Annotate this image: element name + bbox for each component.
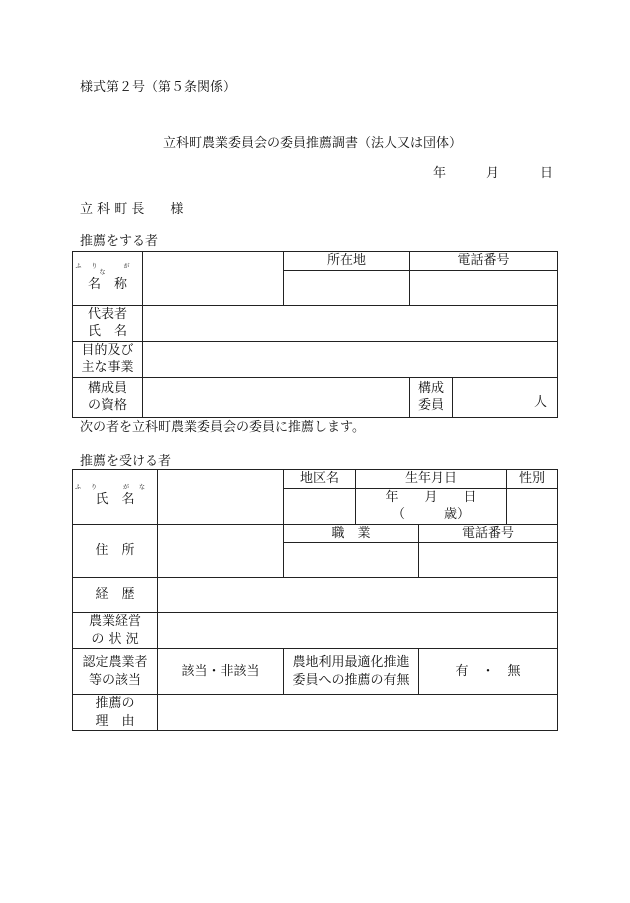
recommendee-name-label-cell xyxy=(73,470,158,525)
reason-label-cell xyxy=(73,695,158,731)
certified-value[interactable]: 該当・非該当 xyxy=(158,649,284,695)
document-title: 立科町農業委員会の委員推薦調書（法人又は団体） xyxy=(163,136,463,151)
gender-header: 性別 xyxy=(507,470,558,489)
purpose-label-2: 主な事業 xyxy=(81,360,134,376)
recommender-phone-header: 電話番号 xyxy=(410,252,558,271)
career-label: 経 歴 xyxy=(73,578,158,613)
member-count-label-2: 委員 xyxy=(417,398,444,414)
occupation-header: 職 業 xyxy=(284,524,419,543)
farming-label-2: の 状 況 xyxy=(91,631,139,647)
recommendee-table xyxy=(72,469,558,731)
location-field[interactable] xyxy=(284,270,410,305)
addressee: 立 科 町 長 様 xyxy=(80,202,184,217)
gender-field[interactable] xyxy=(507,488,558,524)
recommendation-statement: 次の者を立科町農業委員会の委員に推薦します。 xyxy=(80,420,365,435)
date-day: 日 xyxy=(540,166,554,181)
members-label-2: の資格 xyxy=(87,398,127,414)
farming-label-1: 農業経営 xyxy=(88,614,141,630)
member-count-field[interactable] xyxy=(453,377,558,417)
purpose-field[interactable] xyxy=(143,341,558,377)
promoter-label-1: 農地利用最適化推進 xyxy=(292,655,410,671)
recommender-section-label: 推薦をする者 xyxy=(80,234,159,249)
members-qualification-field[interactable] xyxy=(143,377,410,417)
recommendee-name-label: 氏 名 xyxy=(95,492,135,508)
district-field[interactable] xyxy=(284,488,356,524)
birthdate-ymd: 年 月 日 xyxy=(385,489,477,505)
member-count-label-cell xyxy=(410,377,453,417)
members-label-1: 構成員 xyxy=(87,380,127,396)
recommender-name-label-cell xyxy=(73,252,143,306)
recommender-table xyxy=(72,251,558,418)
representative-name-field[interactable] xyxy=(143,305,558,341)
recommendee-name-ruby: ふり がな xyxy=(74,484,155,492)
certified-label-1: 認定農業者 xyxy=(82,655,148,671)
recommender-name-field[interactable] xyxy=(143,252,284,306)
date-year: 年 xyxy=(433,166,447,181)
occupation-field[interactable] xyxy=(284,543,419,578)
farming-label-cell xyxy=(73,613,158,649)
purpose-label-cell xyxy=(73,341,143,377)
recommender-phone-field[interactable] xyxy=(410,270,558,305)
recommendee-name-field[interactable] xyxy=(158,470,284,525)
recommender-name-ruby: ふり がな xyxy=(75,262,140,276)
promoter-value[interactable]: 有 ・ 無 xyxy=(419,649,558,695)
recommender-name-label: 名 称 xyxy=(87,276,127,292)
reason-field[interactable] xyxy=(158,695,558,731)
career-field[interactable] xyxy=(158,578,558,613)
recommendee-section-label: 推薦を受ける者 xyxy=(80,454,172,469)
certified-label-cell xyxy=(73,649,158,695)
form-number: 様式第２号（第５条関係） xyxy=(80,80,237,95)
location-header: 所在地 xyxy=(284,252,410,271)
birthdate-field[interactable] xyxy=(356,488,507,524)
person-unit: 人 xyxy=(534,395,548,411)
promoter-label-2: 委員への推薦の有無 xyxy=(292,672,410,688)
recommendee-phone-header: 電話番号 xyxy=(419,524,558,543)
farming-status-field[interactable] xyxy=(158,613,558,649)
date-month: 月 xyxy=(486,166,500,181)
certified-label-2: 等の該当 xyxy=(88,672,141,688)
purpose-label-1: 目的及び xyxy=(81,342,134,358)
recommendee-phone-field[interactable] xyxy=(419,543,558,578)
representative-label-1: 代表者 xyxy=(87,306,127,322)
reason-label-1: 推薦の xyxy=(95,696,135,712)
promoter-label-cell xyxy=(284,649,419,695)
address-label: 住 所 xyxy=(73,524,158,578)
representative-label-cell xyxy=(73,305,143,341)
birthdate-header: 生年月日 xyxy=(356,470,507,489)
reason-label-2: 理 由 xyxy=(95,713,135,729)
district-header: 地区名 xyxy=(284,470,356,489)
birthdate-age: （ 歳） xyxy=(392,507,471,523)
representative-label-2: 氏 名 xyxy=(87,324,127,340)
member-count-label-1: 構成 xyxy=(417,380,444,396)
address-field[interactable] xyxy=(158,524,284,578)
members-label-cell xyxy=(73,377,143,417)
